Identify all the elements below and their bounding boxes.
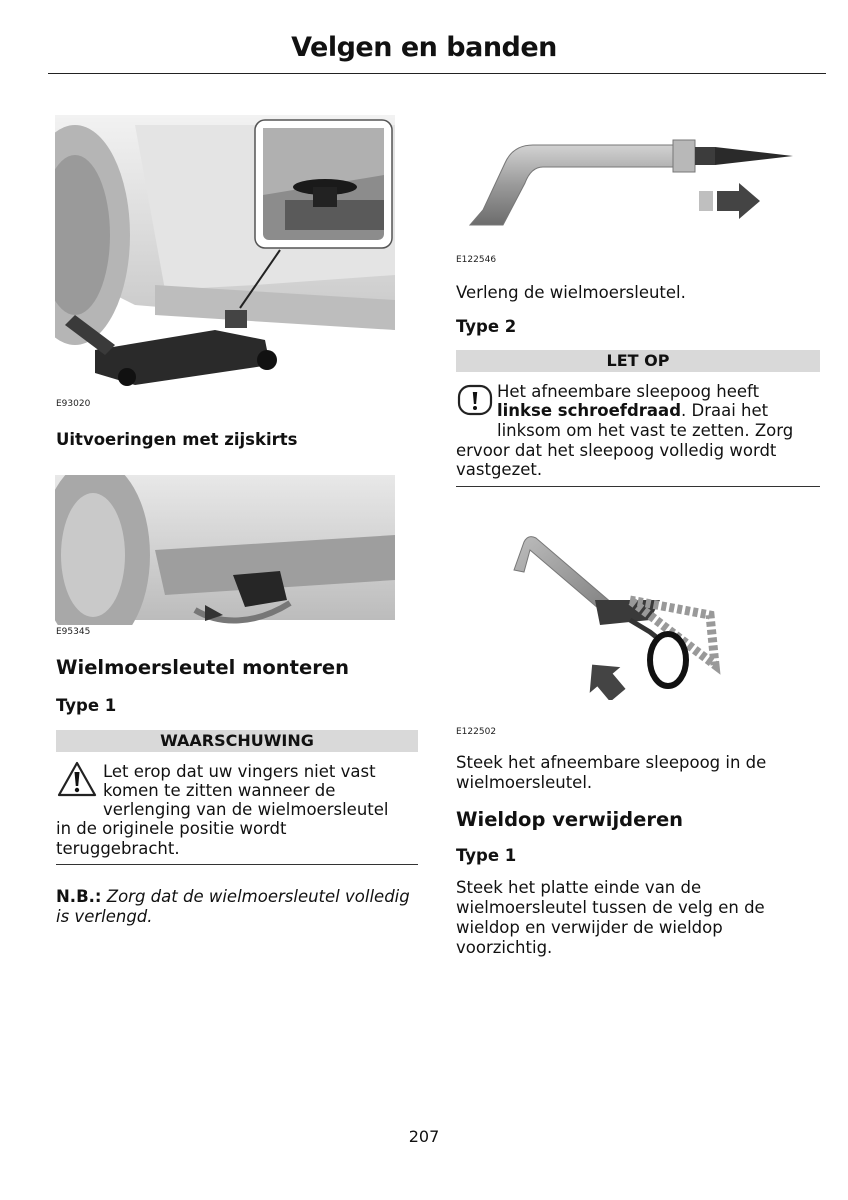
caution-emphasis: linkse schroefdraad — [497, 401, 682, 420]
remove-cap-text-line: wieldop en verwijder de wieldop — [456, 918, 723, 937]
jack-illustration — [55, 115, 395, 390]
remove-cap-text-line: wielmoersleutel tussen de velg en de — [456, 898, 765, 917]
insert-eye-text: wielmoersleutel. — [456, 773, 593, 792]
side-skirt-illustration — [55, 475, 395, 625]
warning-text-line: teruggebracht. — [56, 839, 180, 858]
caption-side-skirts: Uitvoeringen met zijskirts — [56, 430, 298, 449]
warning-text-line: komen te zitten wanneer de — [103, 781, 336, 800]
note-label: N.B.: — [56, 887, 102, 906]
warning-text-line: verlenging van de wielmoersleutel — [103, 800, 389, 819]
caution-bar: LET OP — [456, 350, 820, 372]
header-rule — [48, 73, 826, 74]
figure-code: E122546 — [456, 255, 497, 265]
caution-text-line: linksom om het vast te zetten. Zorg — [497, 421, 794, 440]
caution-bottom-rule — [456, 486, 820, 487]
figure-code: E93020 — [56, 399, 91, 409]
figure-code: E95345 — [56, 627, 91, 637]
caution-text-line: vastgezet. — [456, 460, 543, 479]
towing-eye-illustration — [500, 530, 730, 700]
warning-triangle-icon — [57, 761, 97, 797]
caution-exclamation-icon — [457, 384, 493, 416]
warning-text-line: Let erop dat uw vingers niet vast — [103, 762, 376, 781]
type-label: Type 1 — [456, 846, 517, 865]
remove-cap-text-line: voorzichtig. — [456, 938, 553, 957]
page-number: 207 — [408, 1127, 440, 1146]
warning-bottom-rule — [56, 864, 418, 865]
figure-code: E122502 — [456, 727, 497, 737]
note-text: Zorg dat de wielmoersleutel volledig — [106, 887, 410, 906]
page-title: Velgen en banden — [291, 32, 557, 63]
wrench-extend-illustration — [455, 125, 795, 245]
warning-text-line: in de originele positie wordt — [56, 819, 287, 838]
section-title-remove-wheelcap: Wieldop verwijderen — [456, 808, 684, 831]
remove-cap-text-line: Steek het platte einde van de — [456, 878, 702, 897]
note-text-cont: is verlengd. — [56, 907, 153, 926]
caution-text-rest: . Draai het — [681, 401, 769, 420]
insert-eye-text: Steek het afneembare sleepoog in de — [456, 753, 767, 772]
caution-text-line: ervoor dat het sleepoog volledig wordt — [456, 441, 777, 460]
type2-label: Type 2 — [456, 317, 517, 336]
extend-wrench-text: Verleng de wielmoersleutel. — [456, 283, 686, 302]
type-label: Type 1 — [56, 696, 117, 715]
caution-text-line: Het afneembare sleepoog heeft — [497, 382, 760, 401]
note — [56, 887, 426, 907]
caution-text-line — [497, 401, 768, 421]
section-title-mount-wrench: Wielmoersleutel monteren — [56, 656, 349, 679]
warning-bar: WAARSCHUWING — [56, 730, 418, 752]
